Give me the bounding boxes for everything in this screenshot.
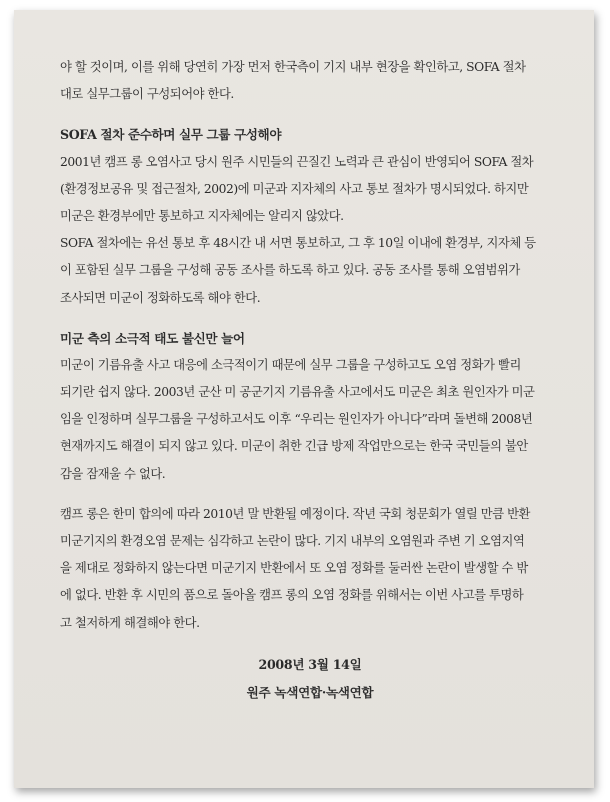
signoff-date: 2008년 3월 14일 [258,656,362,672]
intro-paragraph [60,54,560,108]
text-line: (환경정보공유 및 접근절차, 2002)에 미군과 지자체의 사고 통보 절차가 명시되었다. 하지만 [60,181,529,196]
text-line: 이 포함된 실무 그룹을 구성해 공동 조사를 하도록 하고 있다. 공동 조사를 통해 오염범위가 [60,263,520,278]
text-line: 감을 잠재울 수 없다. [60,466,166,481]
text-line: 미군은 환경부에만 통보하고 지자체에는 알리지 않았다. [60,208,344,223]
text-line: 대로 실무그룹이 구성되어야 한다. [60,87,234,102]
text-line: 미군기지의 환경오염 문제는 심각하고 논란이 많다. 기지 내부의 오염원과 주변 기 오염지역 [60,534,525,548]
text-line: 야 할 것이며, 이를 위해 당연히 가장 먼저 한국측이 기지 내부 현장을 확인하고, SOFA 절차 [60,60,526,74]
text-line: 임을 인정하며 실무그룹을 구성하고서도 이후 “우리는 원인자가 아니다”라며 돌변해 2008년 [60,412,533,427]
text-line: 고 철저하게 해결해야 한다. [60,615,200,630]
text-line: SOFA 절차에는 유선 통보 후 48시간 내 서면 통보하고, 그 후 10일 이내에 환경부, 지자체 등 [60,236,536,251]
text-line: 현재까지도 해결이 되지 않고 있다. 미군이 취한 긴급 방제 작업만으로는 한국 국민들의 불안 [60,439,528,454]
statement-body [60,54,560,707]
text-line: 되기란 쉽지 않다. 2003년 군산 미 공군기지 기름유출 사고에서도 미군은 최초 원인자가 미군 [60,385,535,400]
section-sofa [60,121,560,311]
text-line: 2001년 캠프 롱 오염사고 당시 원주 시민들의 끈질긴 노력과 큰 관심이 반영되어 SOFA 절차 [60,154,534,169]
text-line: 을 제대로 정화하지 않는다면 미군기지 반환에서 또 오염 정화를 둘러싼 논란이 발생할 수 밖 [60,561,528,576]
text-line: 캠프 롱은 한미 합의에 따라 2010년 말 반환될 예정이다. 작년 국회 청문회가 열릴 만큼 반환 [60,506,530,521]
section-us-military-attitude [60,325,560,488]
closing-paragraph [60,501,560,637]
section-heading: 미군 측의 소극적 태도 불신만 늘어 [60,330,245,346]
section-heading: SOFA 절차 준수하며 실무 그룹 구성해야 [60,127,282,143]
text-line: 조사되면 미군이 정화하도록 해야 한다. [60,290,261,305]
signoff-block [60,651,560,707]
text-line: 미군이 기름유출 사고 대응에 소극적이기 때문에 실무 그룹을 구성하고도 오염 정화가 빨리 [60,357,521,372]
document-page [14,10,594,788]
text-line: 에 없다. 반환 후 시민의 품으로 돌아올 캠프 롱의 오염 정화를 위해서는 이번 사고를 투명하 [60,588,524,603]
signoff-organization: 원주 녹색연합·녹색연합 [246,684,374,700]
